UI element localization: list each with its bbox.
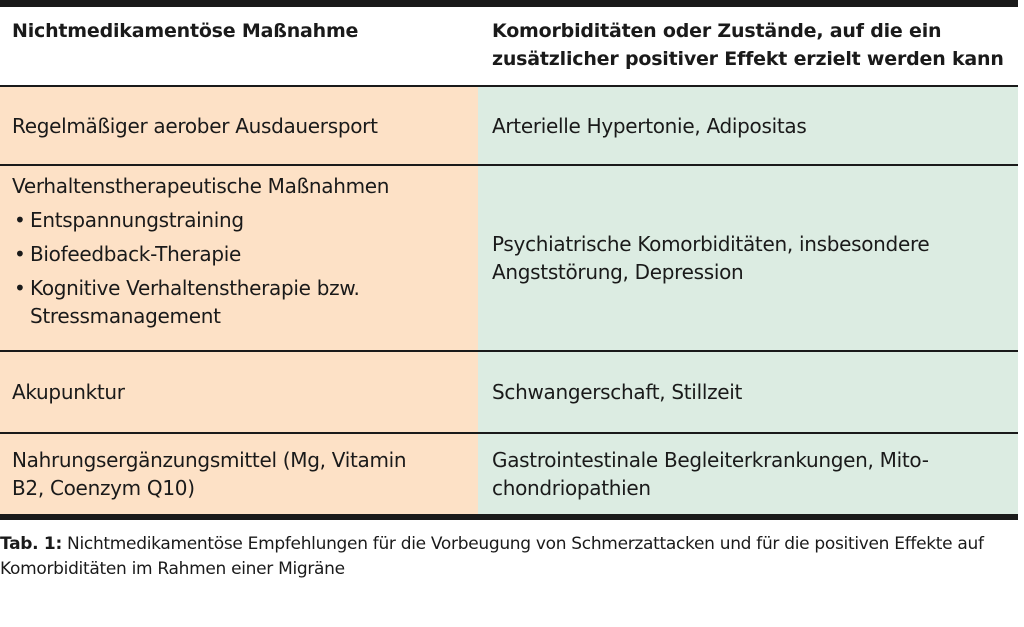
caption-label: Tab. 1:: [0, 534, 62, 554]
header-comorbidities-line1: Komorbiditäten oder Zustände, auf die ein: [492, 20, 942, 42]
list-item-text: Entspannungstraining: [30, 208, 244, 232]
header-comorbidities: [478, 7, 1018, 86]
list-item-text: Kognitive Verhaltenstherapie bzw. Stressmanagement: [30, 276, 360, 328]
table-bottom-rule: [0, 514, 1018, 520]
list-item-text: Biofeedback-Therapie: [30, 242, 242, 266]
effect-cell: Schwangerschaft, Stillzeit: [478, 351, 1018, 433]
effect-cell: Arterielle Hypertonie, Adipositas: [478, 86, 1018, 165]
effect-line: chondriopathien: [492, 476, 651, 500]
list-item: [12, 240, 466, 268]
effect-line: Psychiatrische Komorbiditäten, insbesondere: [492, 232, 930, 256]
table-row: [0, 433, 1018, 514]
table-row: [0, 351, 1018, 433]
list-item: [12, 274, 466, 330]
header-row: [0, 7, 1018, 86]
measure-cell: [0, 433, 478, 514]
effect-line: Gastrointestinale Begleiterkrankungen, Mito-: [492, 448, 929, 472]
measures-table: [0, 7, 1018, 514]
measure-bullet-list: [12, 206, 466, 330]
header-comorbidities-line2: zusätzlicher positiver Effekt erzielt werden kann: [492, 48, 1004, 70]
bullet-icon: •: [14, 276, 26, 300]
effect-line: Angststörung, Depression: [492, 260, 744, 284]
caption-text: Nichtmedikamentöse Empfehlungen für die Vorbeugung von Schmerzattacken und für die positiven Effekte auf Komorbiditäten im Rahmen einer Migräne: [0, 534, 984, 579]
measure-cell: Akupunktur: [0, 351, 478, 433]
bullet-icon: •: [14, 242, 26, 266]
header-measure: Nichtmedikamentöse Maßnahme: [0, 7, 478, 86]
measure-cell: Regelmäßiger aerober Ausdauersport: [0, 86, 478, 165]
measure-line: B2, Coenzym Q10): [12, 476, 195, 500]
bullet-icon: •: [14, 208, 26, 232]
effect-cell: [478, 433, 1018, 514]
measure-heading: Verhaltenstherapeutische Maßnahmen: [12, 174, 390, 198]
effect-cell: [478, 165, 1018, 351]
measure-line: Nahrungsergänzungsmittel (Mg, Vitamin: [12, 448, 407, 472]
list-item: [12, 206, 466, 234]
measure-cell: [0, 165, 478, 351]
table-top-rule: [0, 0, 1018, 7]
table-row: [0, 86, 1018, 165]
table-caption: [0, 532, 1018, 582]
table-row: [0, 165, 1018, 351]
